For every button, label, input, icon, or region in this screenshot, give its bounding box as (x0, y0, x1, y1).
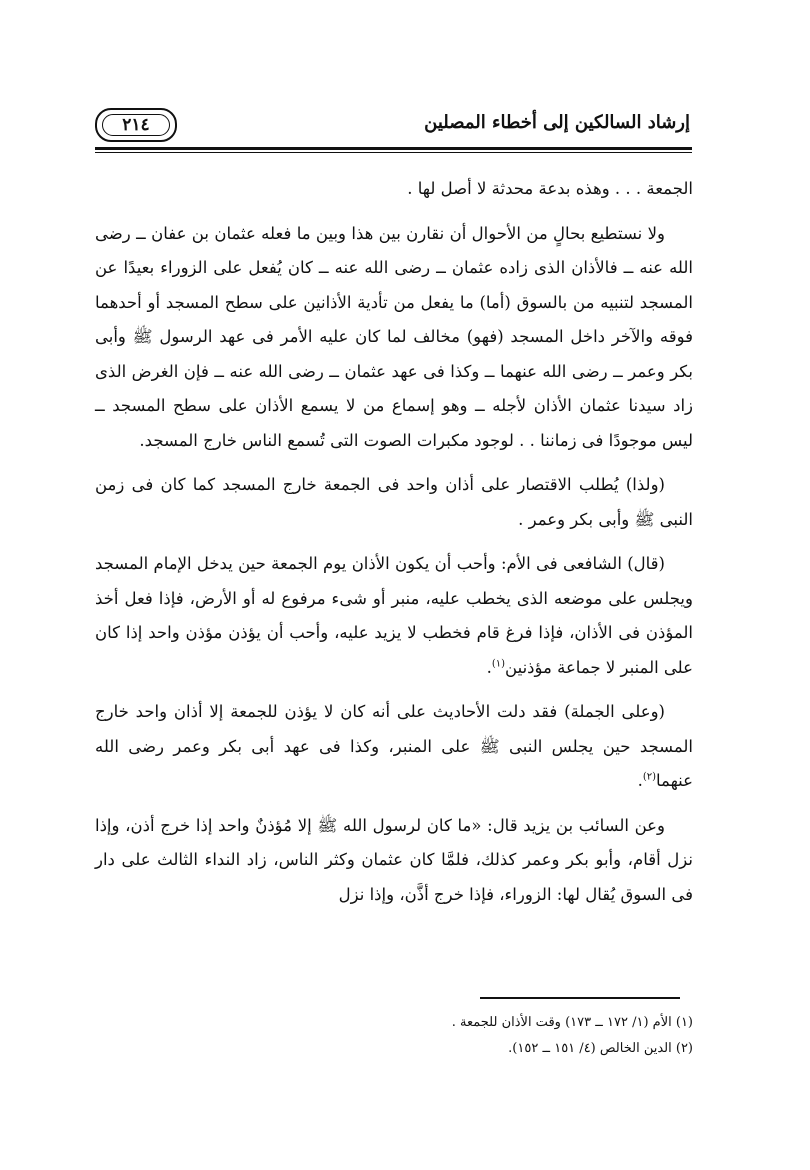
header-rule-thin (95, 152, 692, 153)
footnote-ref-1[interactable]: (١) (491, 658, 506, 669)
paragraph-5: (وعلى الجملة) فقد دلت الأحاديث على أنه كان لا يؤذن للجمعة إلا أذان واحد خارج المسجد حين يجلس النبى ﷺ على المنبر، وكذا فى عهد أبى بكر وعمر رضى الله عنهما$^{(٢)}$. (95, 702, 693, 790)
paragraph-5-text: (وعلى الجملة) فقد دلت الأحاديث على أنه كان لا يؤذن للجمعة إلا أذان واحد خارج المسجد حين يجلس النبى ﷺ على المنبر، وكذا فى عهد أبى بكر وعمر رضى الله عنهما (95, 702, 693, 790)
paragraph-2: ولا نستطيع بحالٍ من الأحوال أن نقارن بين هذا وبين ما فعله عثمان بن عفان ــ رضى الله عنه ــ فالأذان الذى زاده عثمان ــ رضى الله عنه ــ كان يُفعل على الزوراء بعيدًا عن المسجد لتنبيه من بالسوق (أما) ما يفعل من تأدية الأذانين على سطح المسجد أو أحدهما فوقه والآخر داخل المسجد (فهو) مخالف لما كان عليه الأمر فى عهد الرسول ﷺ وأبى بكر وعمر ــ رضى الله عنهما ــ وكذا فى عهد عثمان ــ رضى الله عنه ــ فإن الغرض الذى زاد سيدنا عثمان الأذان لأجله ــ وهو إسماع من لا يسمع الأذان على سطح المسجد ــ ليس موجودًا فى زماننا . . لوجود مكبرات الصوت التى تُسمع الناس خارج المسجد. (95, 223, 693, 450)
footnote-ref-2[interactable]: (٢) (642, 771, 656, 783)
footnote-2: (٢) الدين الخالص (٤/ ١٥١ ــ ١٥٢). (508, 1041, 693, 1056)
page-header (95, 108, 690, 148)
page-number-badge (95, 108, 177, 142)
header-rule-thick (95, 147, 692, 150)
paragraph-4: (قال) الشافعى فى الأم: وأحب أن يكون الأذان يوم الجمعة حين يدخل الإمام المسجد ويجلس على موضعه الذى يخطب عليه، منبر أو شىء مرفوع له أو الأرض، فإذا فعل أخذ المؤذن فى الأذان، فإذا فرغ قام فخطب لا يزيد عليه، وأحب أن يؤذن مؤذن واحد إذا كان على المنبر لا جماعة مؤذنين$^{(١)}$. (95, 554, 693, 677)
footnote-1: (١) الأم (١/ ١٧٢ ــ ١٧٣) وقت الأذان للجمعة . (451, 1015, 693, 1030)
page-number-badge-inner-frame (102, 114, 170, 136)
footnotes (95, 1010, 693, 1062)
running-title: إرشاد السالكين إلى أخطاء المصلين (424, 112, 690, 133)
paragraph-4-text: (قال) الشافعى فى الأم: وأحب أن يكون الأذان يوم الجمعة حين يدخل الإمام المسجد ويجلس على موضعه الذى يخطب عليه، منبر أو شىء مرفوع له أو الأرض، فإذا فعل أخذ المؤذن فى الأذان، فإذا فرغ قام فخطب لا يزيد عليه، وأحب أن يؤذن مؤذن واحد إذا كان على المنبر لا جماعة مؤذنين (95, 554, 693, 677)
paragraph-6: وعن السائب بن يزيد قال: «ما كان لرسول الله ﷺ إلا مُؤذنٌ واحد إذا خرج أذن، وإذا نزل أقام، وأبو بكر وعمر كذلك، فلمَّا كان عثمان وكثر الناس، زاد النداء الثالث على دار فى السوق يُقال لها: الزوراء، فإذا خرج أذَّن، وإذا نزل (95, 815, 693, 904)
footnote-separator (480, 997, 680, 999)
page-number: ٢١٤ (122, 115, 150, 135)
paragraph-3: (ولذا) يُطلب الاقتصار على أذان واحد فى الجمعة خارج المسجد كما كان فى زمن النبى ﷺ وأبى بكر وعمر . (95, 475, 693, 529)
paragraph-1: الجمعة . . . وهذه بدعة محدثة لا أصل لها . (407, 179, 693, 198)
main-text (95, 172, 693, 922)
